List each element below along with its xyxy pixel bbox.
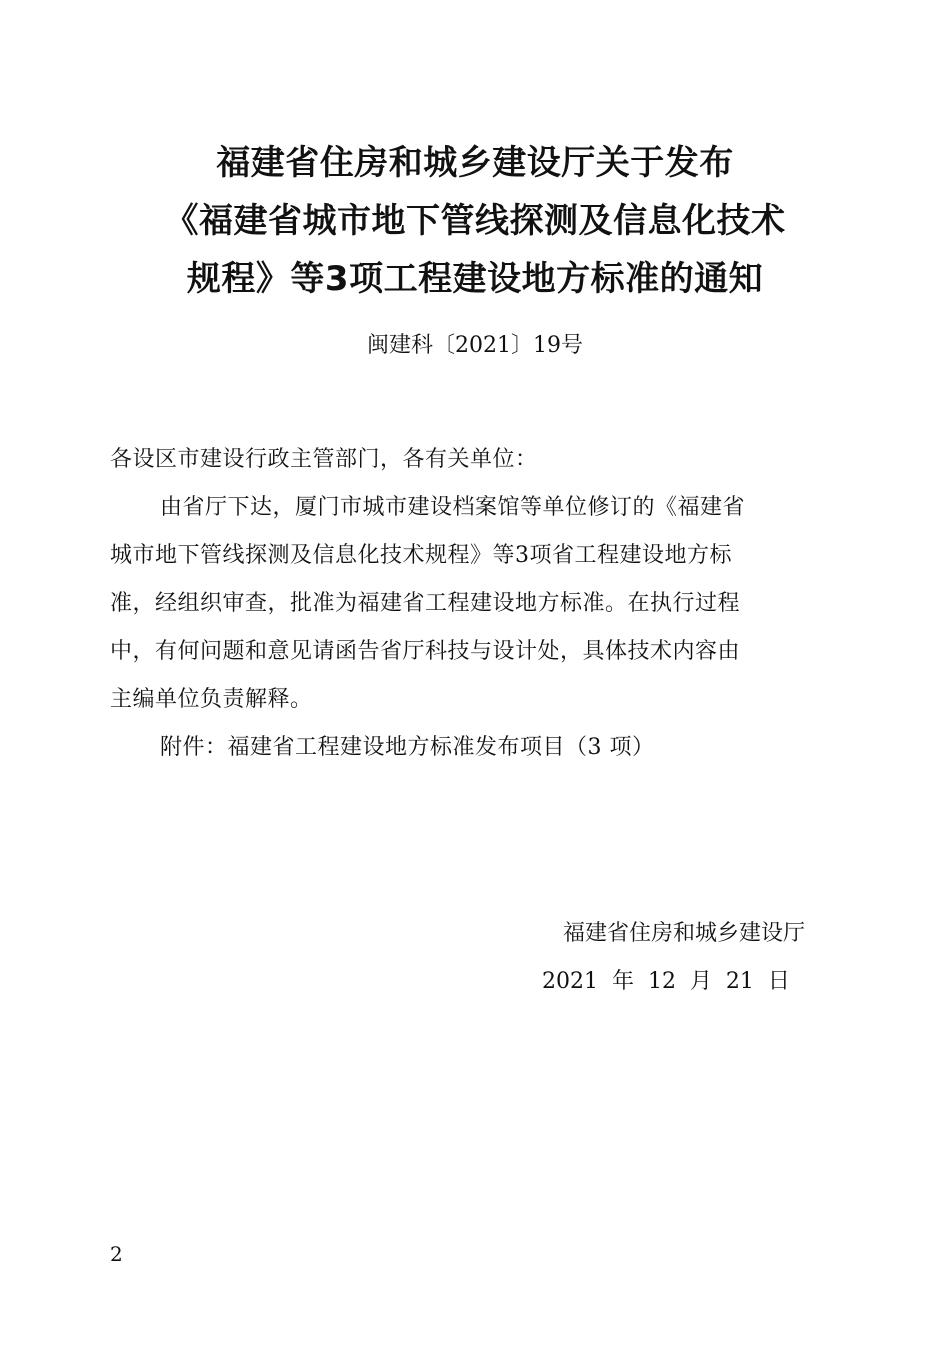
attachment-note: 附件：福建省工程建设地方标准发布项目（3 项） [160, 735, 655, 760]
page-number: 2 [110, 1242, 123, 1266]
salutation: 各设区市建设行政主管部门，各有关单位： [110, 447, 538, 472]
paragraph-line: 中，有何问题和意见请函告省厅科技与设计处，具体技术内容由 [110, 639, 741, 664]
paragraph-line: 准，经组织审查，批准为福建省工程建设地方标准。在执行过程 [110, 591, 741, 616]
title-line-1: 福建省住房和城乡建设厅关于发布 [216, 143, 734, 183]
issue-date: 2021 年 12 月 21 日 [542, 969, 790, 994]
paragraph-line: 由省厅下达，厦门市城市建设档案馆等单位修订的《福建省 [160, 495, 746, 520]
paragraph-line: 城市地下管线探测及信息化技术规程》等3项省工程建设地方标 [110, 543, 732, 568]
document-number: 闽建科〔2021〕19号 [367, 333, 583, 358]
body-paragraph [110, 484, 810, 724]
title-line-3: 规程》等3项工程建设地方标准的通知 [186, 259, 764, 299]
paragraph-line: 主编单位负责解释。 [110, 687, 313, 712]
title-line-2: 《福建省城市地下管线探测及信息化技术 [164, 201, 786, 241]
issuer-signature: 福建省住房和城乡建设厅 [562, 921, 805, 946]
